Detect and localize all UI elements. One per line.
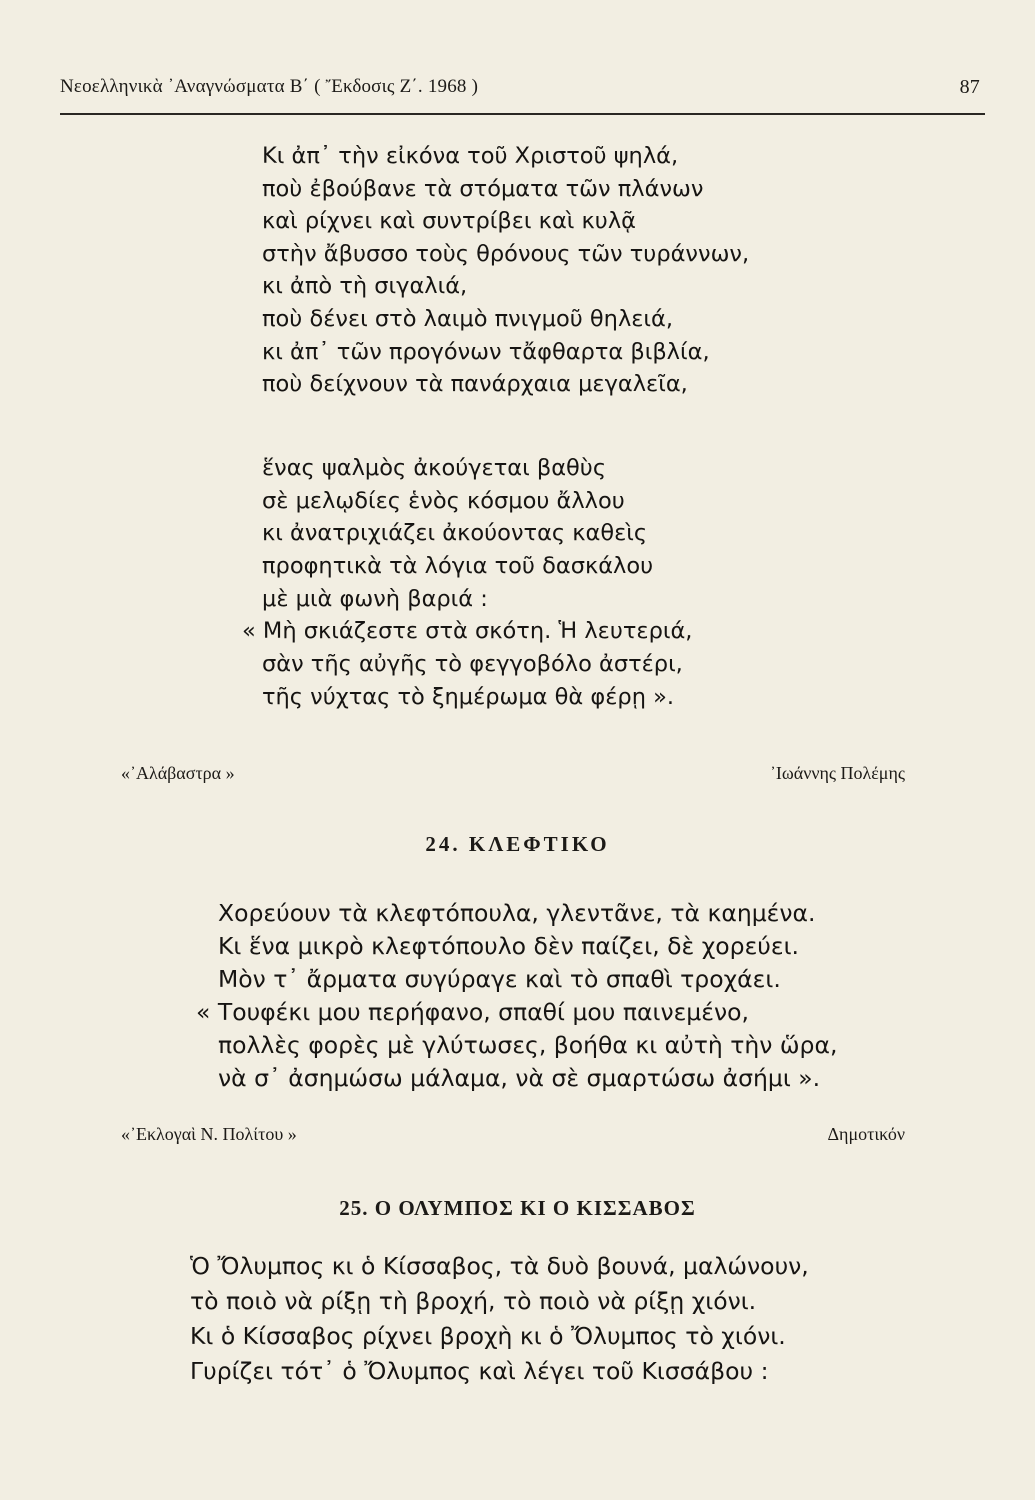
verse-line: Κι ἕνα μικρὸ κλεφτόπουλο δὲν παίζει, δὲ χορεύει. <box>218 932 799 960</box>
poem-author: Δημοτικόν <box>827 1124 905 1144</box>
verse-line: στὴν ἄβυσσο τοὺς θρόνους τῶν τυράννων, <box>262 240 750 267</box>
verse-line: σὲ μελῳδίες ἑνὸς κόσμου ἄλλου <box>262 487 625 514</box>
poem-source: «᾿Εκλογαὶ Ν. Πολίτου » <box>121 1124 297 1144</box>
poem-stanza-1 <box>262 140 749 401</box>
poem-olympos <box>190 1249 809 1389</box>
poem-kleftiko <box>196 897 838 1095</box>
poem-source: «᾿Αλάβαστρα » <box>121 763 235 783</box>
verse-line: νὰ σ᾿ ἀσημώσω μάλαμα, νὰ σὲ σμαρτώσω ἀσήμι ». <box>218 1064 821 1092</box>
section-title-24: 24. ΚΛΕΦΤΙΚΟ <box>425 832 610 856</box>
verse-line: τὸ ποιὸ νὰ ρίξῃ τὴ βροχή, τὸ ποιὸ νὰ ρίξῃ χιόνι. <box>190 1287 757 1315</box>
verse-line: Χορεύουν τὰ κλεφτόπουλα, γλεντᾶνε, τὰ καημένα. <box>218 899 816 927</box>
poem-stanza-2 <box>242 452 693 714</box>
verse-line: προφητικὰ τὰ λόγια τοῦ δασκάλου <box>262 553 654 580</box>
verse-line: Κι ἀπ᾿ τὴν εἰκόνα τοῦ Χριστοῦ ψηλά, <box>262 143 679 169</box>
verse-line: « Τουφέκι μου περήφανο, σπαθί μου παινεμένο, <box>196 998 749 1026</box>
verse-line: ποὺ ἐβούβανε τὰ στόματα τῶν πλάνων <box>262 175 704 202</box>
verse-line: Μὸν τ᾿ ἄρματα συγύραγε καὶ τὸ σπαθὶ τροχάει. <box>218 965 781 993</box>
page-number: 87 <box>959 76 980 98</box>
verse-line: « Μὴ σκιάζεστε στὰ σκότη. Ἡ λευτεριά, <box>242 618 693 645</box>
section-title-25: 25. Ο ΟΛΥΜΠΟΣ ΚΙ Ο ΚΙΣΣΑΒΟΣ <box>339 1196 696 1220</box>
verse-line: Ὁ Ὄλυμπος κι ὁ Κίσσαβος, τὰ δυὸ βουνά, μαλώνουν, <box>190 1252 809 1280</box>
verse-line: κι ἀνατριχιάζει ἀκούοντας καθεὶς <box>262 520 648 547</box>
verse-line: πολλὲς φορὲς μὲ γλύτωσες, βοήθα κι αὐτὴ τὴν ὥρα, <box>218 1031 838 1059</box>
verse-line: ἕνας ψαλμὸς ἀκούγεται βαθὺς <box>262 455 607 481</box>
running-title: Νεοελληνικὰ ᾿Αναγνώσματα Β΄ ( Ἔκδοσις Ζ΄. 1968 ) <box>60 76 479 97</box>
verse-line: κι ἀπ᾿ τῶν προγόνων τἄφθαρτα βιβλία, <box>262 338 710 365</box>
verse-line: κι ἀπὸ τὴ σιγαλιά, <box>262 273 468 300</box>
header-rule <box>60 113 985 115</box>
verse-line: σὰν τῆς αὐγῆς τὸ φεγγοβόλο ἀστέρι, <box>262 651 683 678</box>
verse-line: μὲ μιὰ φωνὴ βαριά : <box>262 585 488 612</box>
verse-line: ποὺ δείχνουν τὰ πανάρχαια μεγαλεῖα, <box>262 371 688 398</box>
running-header <box>60 76 980 98</box>
poem-author: ᾿Ιωάννης Πολέμης <box>769 763 905 783</box>
verse-line: Γυρίζει τότ᾿ ὁ Ὄλυμπος καὶ λέγει τοῦ Κισσάβου : <box>190 1357 769 1385</box>
verse-line: τῆς νύχτας τὸ ξημέρωμα θὰ φέρῃ ». <box>262 683 675 710</box>
verse-line: ποὺ δένει στὸ λαιμὸ πνιγμοῦ θηλειά, <box>262 305 674 332</box>
verse-line: Κι ὁ Κίσσαβος ρίχνει βροχὴ κι ὁ Ὄλυμπος τὸ χιόνι. <box>190 1322 786 1350</box>
verse-line: καὶ ρίχνει καὶ συντρίβει καὶ κυλᾷ <box>262 208 636 235</box>
